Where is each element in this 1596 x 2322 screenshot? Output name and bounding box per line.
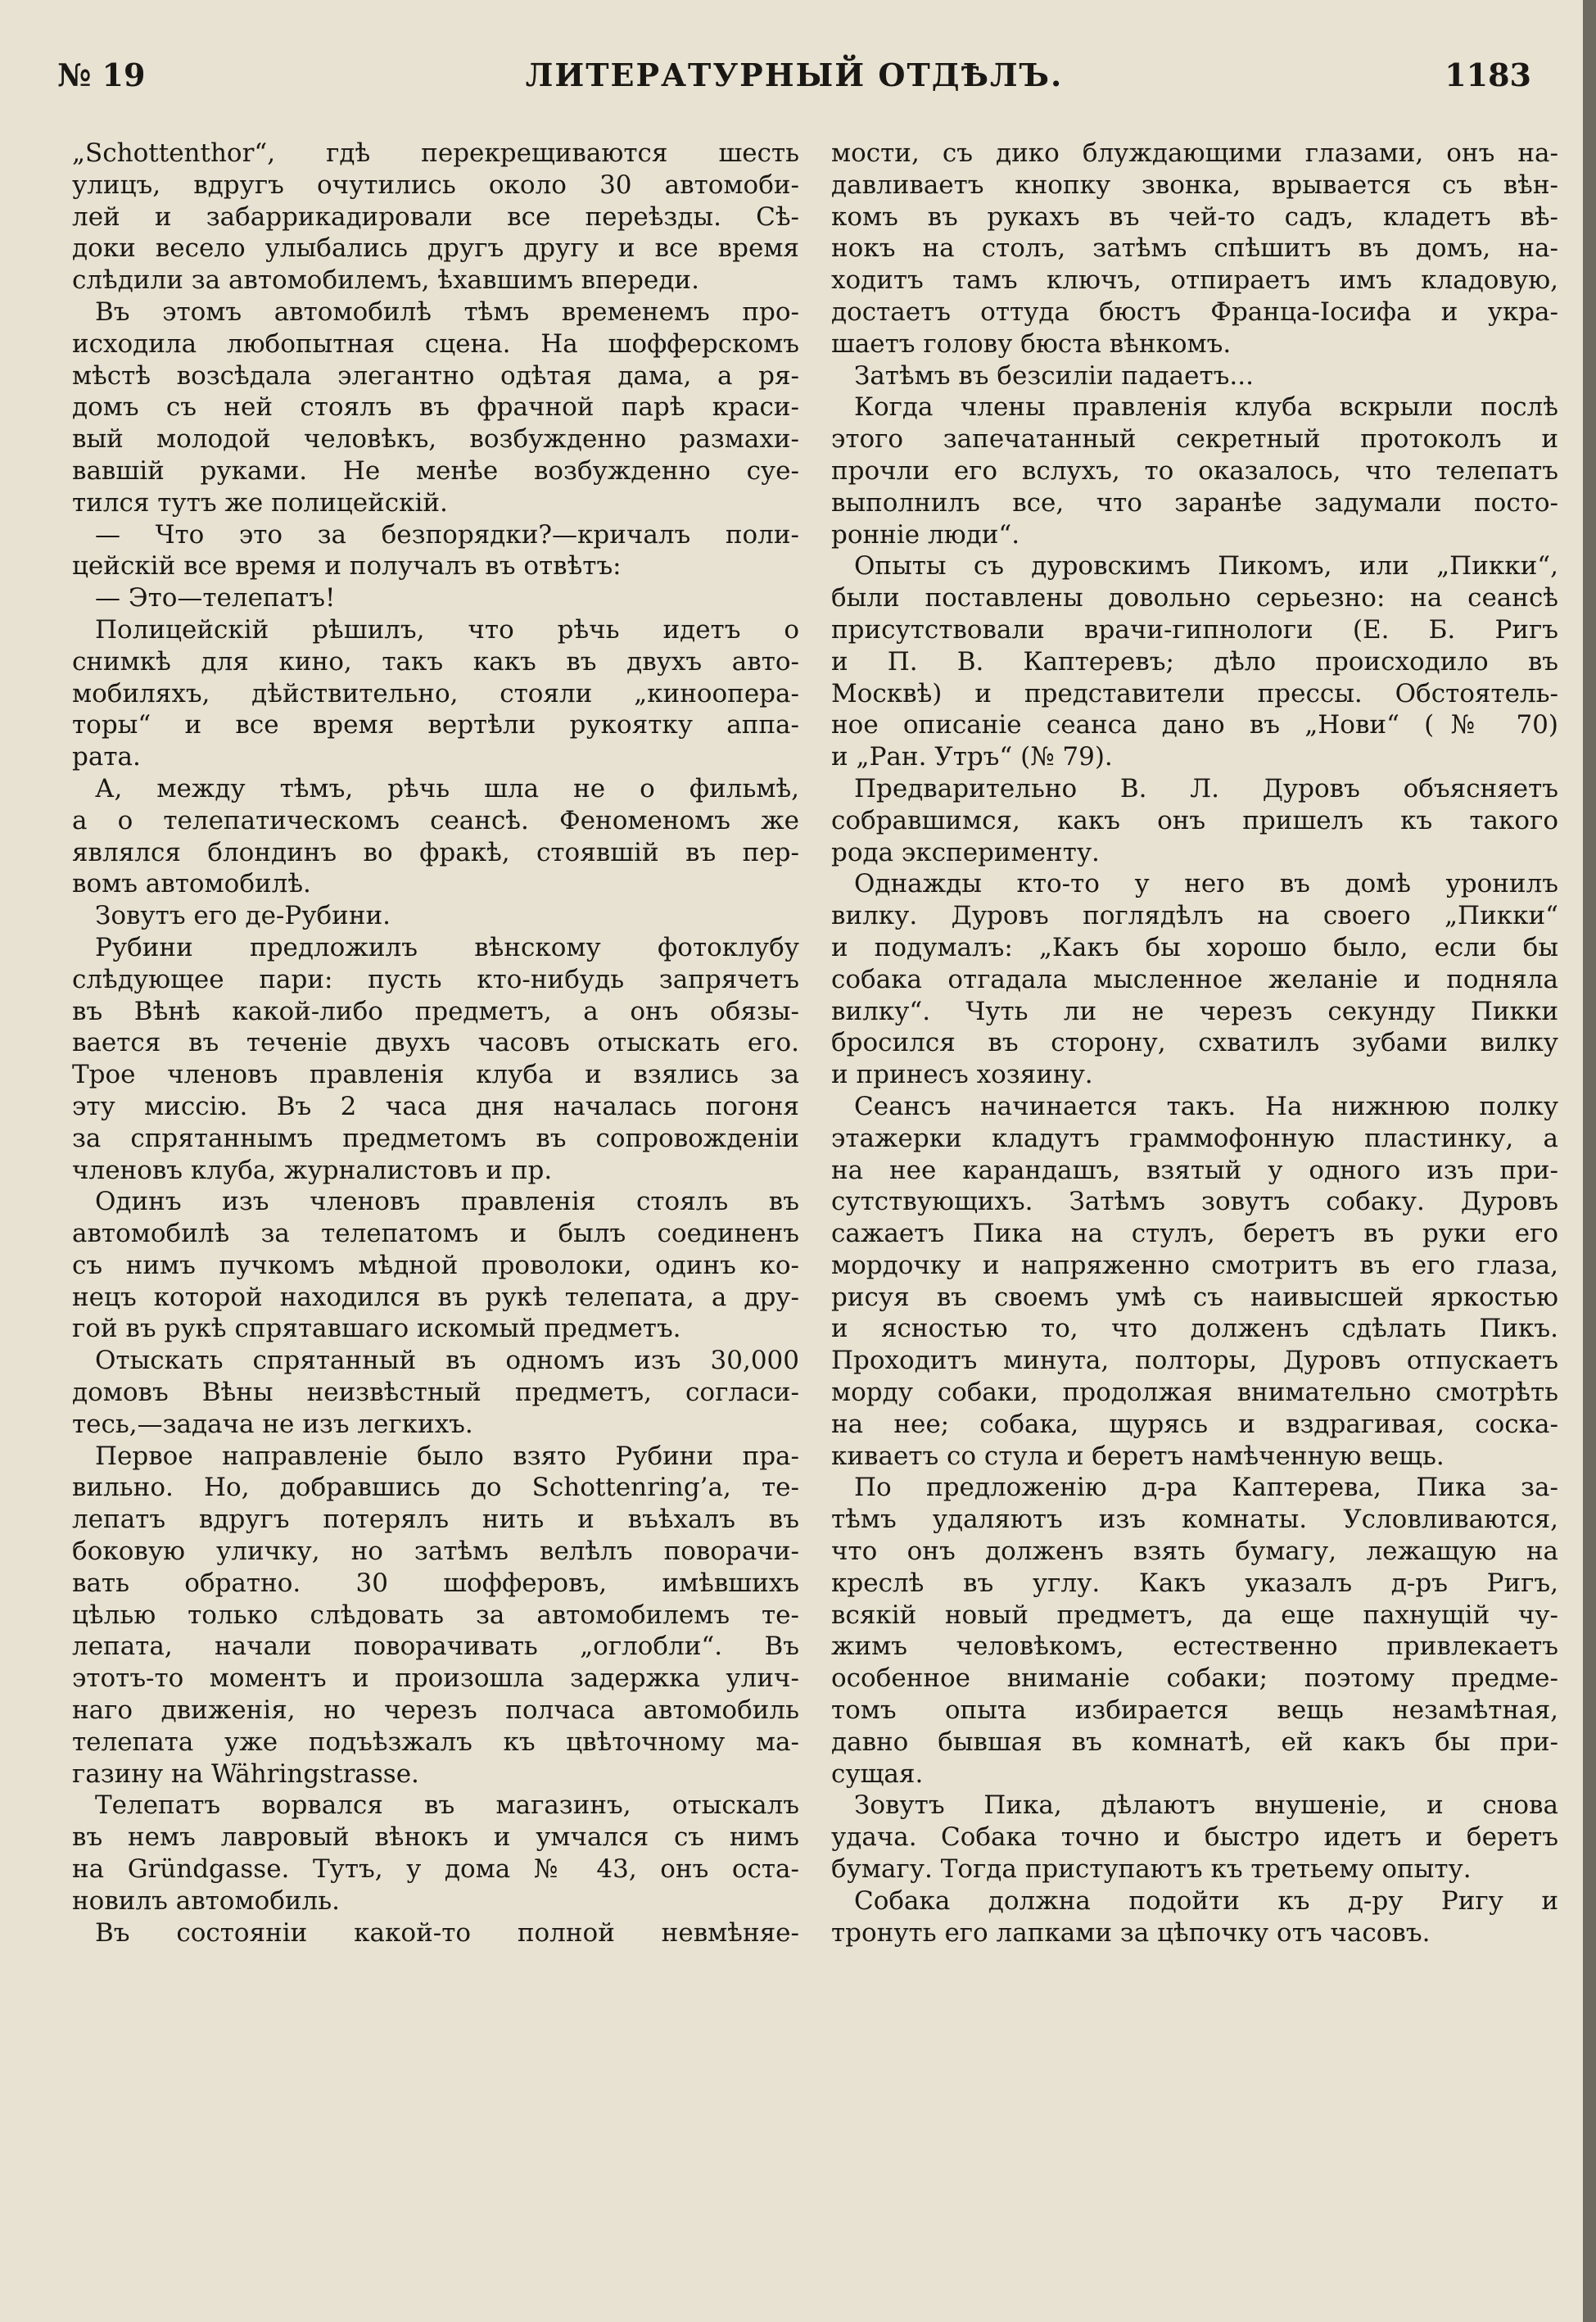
text-line: газину на Währingstrasse. bbox=[72, 1758, 419, 1789]
text-line: томъ опыта избирается вещь незамѣтная, bbox=[831, 1695, 1558, 1726]
text-line: снимкѣ для кино, такъ какъ въ двухъ авто- bbox=[72, 646, 799, 677]
text-line: выполнилъ все, что заранѣе задумали посто- bbox=[831, 487, 1558, 518]
text-line: Проходитъ минута, полторы, Дуровъ отпускаетъ bbox=[831, 1346, 1558, 1376]
text-line: комъ въ рукахъ въ чей-то садъ, кладетъ вѣ- bbox=[831, 201, 1558, 232]
text-line: и „Ран. Утръ“ (№ 79). bbox=[831, 742, 1113, 772]
text-line: вавшій руками. Не менѣе возбужденно суе- bbox=[72, 455, 799, 486]
text-line: и подумалъ: „Какъ бы хорошо было, если бы bbox=[831, 932, 1558, 962]
text-line: наго движенія, но черезъ полчаса автомобиль bbox=[72, 1695, 799, 1726]
text-line: ходитъ тамъ ключъ, отпираетъ имъ кладовую, bbox=[831, 265, 1558, 296]
text-line: въ Вѣнѣ какой-либо предметъ, а онъ обязы- bbox=[72, 996, 799, 1026]
text-line: тесь,—задача не изъ легкихъ. bbox=[72, 1409, 473, 1439]
text-line: нокъ на столъ, затѣмъ спѣшитъ въ домъ, на- bbox=[831, 233, 1558, 264]
text-line: и ясностью то, что долженъ сдѣлать Пикъ. bbox=[831, 1314, 1558, 1344]
text-line: телепата уже подъѣзжалъ къ цвѣточному ма- bbox=[72, 1727, 799, 1757]
text-line: достаетъ оттуда бюстъ Франца-Іосифа и укра- bbox=[831, 296, 1558, 327]
text-line: А, между тѣмъ, рѣчь шла не о фильмѣ, bbox=[95, 773, 799, 803]
text-line: за спрятаннымъ предметомъ въ сопровожденіи bbox=[72, 1123, 799, 1153]
text-line: Сеансъ начинается такъ. На нижнюю полку bbox=[854, 1091, 1558, 1121]
text-line: бумагу. Тогда приступаютъ къ третьему опыту. bbox=[831, 1854, 1472, 1885]
text-line: Полицейскій рѣшилъ, что рѣчь идетъ о bbox=[95, 614, 799, 645]
text-line: лепатъ вдругъ потерялъ нить и въѣхалъ въ bbox=[72, 1505, 799, 1535]
text-line: съ нимъ пучкомъ мѣдной проволоки, одинъ ко- bbox=[72, 1250, 799, 1280]
text-line: Предварительно В. Л. Дуровъ объясняетъ bbox=[854, 773, 1558, 803]
text-line: Москвѣ) и представители прессы. Обстоятель- bbox=[831, 678, 1558, 708]
text-line: бросился въ сторону, схватилъ зубами вилку bbox=[831, 1028, 1558, 1058]
text-line: Одинъ изъ членовъ правленія стоялъ въ bbox=[95, 1187, 799, 1217]
text-line: Зовутъ Пика, дѣлаютъ внушеніе, и снова bbox=[854, 1790, 1558, 1821]
text-line: тился тутъ же полицейскій. bbox=[72, 487, 448, 518]
text-line: всякій новый предметъ, да еще пахнущій чу- bbox=[831, 1600, 1558, 1630]
text-line: присутствовали врачи-гипнологи (Е. Б. Ригъ bbox=[831, 614, 1558, 645]
text-line: мѣстѣ возсѣдала элегантно одѣтая дама, а ря- bbox=[72, 360, 799, 391]
text-line: что онъ долженъ взять бумагу, лежащую на bbox=[831, 1537, 1558, 1567]
text-line: вается въ теченіе двухъ часовъ отыскать его. bbox=[72, 1028, 799, 1058]
text-line: на Gründgasse. Тутъ, у дома № 43, онъ оста- bbox=[72, 1854, 799, 1885]
text-line: исходила любопытная сцена. На шофферскомъ bbox=[72, 328, 799, 359]
section-title: ЛИТЕРАТУРНЫЙ ОТДѢЛЪ. bbox=[525, 57, 1064, 93]
text-line: лепата, начали поворачивать „оглобли“. Въ bbox=[72, 1632, 799, 1662]
left-text-column bbox=[72, 138, 799, 1949]
text-line: мордочку и напряженно смотритъ въ его глаза, bbox=[831, 1250, 1558, 1280]
text-line: шаетъ голову бюста вѣнкомъ. bbox=[831, 328, 1232, 359]
text-line: Собака должна подойти къ д-ру Ригу и bbox=[854, 1885, 1558, 1916]
text-line: тронуть его лапками за цѣпочку отъ часовъ. bbox=[831, 1917, 1431, 1948]
text-line: и принесъ хозяину. bbox=[831, 1060, 1093, 1090]
text-line: Опыты съ дуровскимъ Пикомъ, или „Пикки“, bbox=[854, 551, 1558, 582]
issue-number: № 19 bbox=[57, 57, 146, 93]
text-line: нецъ которой находился въ рукѣ телепата, а дру- bbox=[72, 1282, 799, 1312]
text-line: доки весело улыбались другъ другу и все время bbox=[72, 233, 799, 264]
text-line: тѣмъ удаляютъ изъ комнаты. Условливаются, bbox=[831, 1505, 1558, 1535]
text-line: на нее; собака, щурясь и вздрагивая, соска- bbox=[831, 1409, 1558, 1439]
text-line: давливаетъ кнопку звонка, врывается съ вѣн- bbox=[831, 170, 1558, 200]
text-line: Когда члены правленія клуба вскрыли послѣ bbox=[854, 392, 1558, 423]
text-line: По предложенію д-ра Каптерева, Пика за- bbox=[854, 1473, 1558, 1503]
text-line: улицъ, вдругъ очутились около 30 автомоби- bbox=[72, 170, 799, 200]
text-line: цѣлью только слѣдовать за автомобилемъ те- bbox=[72, 1600, 799, 1630]
text-line: цейскій все время и получалъ въ отвѣтъ: bbox=[72, 551, 622, 582]
right-text-column bbox=[831, 138, 1558, 1949]
book-spine-edge bbox=[1583, 0, 1596, 2322]
text-line: вилку“. Чуть ли не черезъ секунду Пикки bbox=[831, 996, 1558, 1026]
text-line: сажаетъ Пика на стулъ, беретъ въ руки его bbox=[831, 1219, 1558, 1249]
text-line: ное описаніе сеанса дано въ „Нови“ (№ 70) bbox=[831, 710, 1558, 740]
text-line: вильно. Но, добравшись до Schottenring’a, те- bbox=[72, 1473, 799, 1503]
text-line: Трое членовъ правленія клуба и взялись за bbox=[72, 1060, 799, 1090]
text-line: этотъ-то моментъ и произошла задержка улич- bbox=[72, 1663, 799, 1694]
text-line: мобиляхъ, дѣйствительно, стояли „кинооперa- bbox=[72, 678, 799, 708]
text-line: были поставлены довольно серьезно: на сеансѣ bbox=[831, 583, 1558, 613]
text-line: Телепатъ ворвался въ магазинъ, отыскалъ bbox=[95, 1790, 799, 1821]
text-line: Рубини предложилъ вѣнскому фотоклубу bbox=[95, 932, 799, 962]
text-line: и П. В. Каптеревъ; дѣло происходило въ bbox=[831, 646, 1558, 677]
text-line: Затѣмъ въ безсиліи падаетъ... bbox=[854, 360, 1254, 391]
text-line: гой въ рукѣ спрятавшаго искомый предметъ. bbox=[72, 1314, 681, 1344]
text-line: морду собаки, продолжая внимательно смотрѣть bbox=[831, 1378, 1558, 1408]
text-line: вать обратно. 30 шофферовъ, имѣвшихъ bbox=[72, 1568, 799, 1598]
text-line: Въ этомъ автомобилѣ тѣмъ временемъ про- bbox=[95, 296, 799, 327]
text-line: киваетъ со стула и беретъ намѣченную вещь. bbox=[831, 1441, 1445, 1471]
text-line: этажерки кладутъ граммофонную пластинку, а bbox=[831, 1123, 1558, 1153]
text-line: особенное вниманіе собаки; поэтому предме- bbox=[831, 1663, 1558, 1694]
text-line: являлся блондинъ во фракѣ, стоявшій въ пер- bbox=[72, 837, 799, 867]
text-line: собака отгадала мысленное желаніе и подняла bbox=[831, 964, 1558, 994]
text-line: рата. bbox=[72, 742, 141, 772]
text-line: удача. Собака точно и быстро идетъ и беретъ bbox=[831, 1822, 1558, 1853]
page-number: 1183 bbox=[1445, 57, 1531, 93]
text-line: мости, съ дико блуждающими глазами, онъ на- bbox=[831, 138, 1558, 168]
text-line: — Что это за безпорядки?—кричалъ поли- bbox=[95, 519, 799, 550]
text-line: слѣдующее пари: пусть кто-нибудь запрячетъ bbox=[72, 964, 799, 994]
text-line: рода эксперименту. bbox=[831, 837, 1100, 867]
text-line: слѣдили за автомобилемъ, ѣхавшимъ впереди. bbox=[72, 265, 699, 296]
text-line: сущая. bbox=[831, 1758, 924, 1789]
text-line: прочли его вслухъ, то оказалось, что телепатъ bbox=[831, 455, 1558, 486]
page-header bbox=[57, 51, 1531, 100]
text-line: сутствующихъ. Затѣмъ зовутъ собаку. Дуровъ bbox=[831, 1187, 1558, 1217]
text-line: а о телепатическомъ сеансѣ. Феноменомъ же bbox=[72, 805, 799, 835]
text-line: Отыскать спрятанный въ одномъ изъ 30,000 bbox=[95, 1346, 799, 1376]
text-line: „Schottenthor“, гдѣ перекрещиваются шесть bbox=[72, 138, 799, 168]
text-line: собравшимся, какъ онъ пришелъ къ такого bbox=[831, 805, 1558, 835]
text-line: членовъ клуба, журналистовъ и пр. bbox=[72, 1155, 553, 1185]
text-line: вый молодой человѣкъ, возбужденно размахи- bbox=[72, 424, 799, 455]
text-line: ронніе люди“. bbox=[831, 519, 1020, 550]
text-line: рисуя въ своемъ умѣ съ наивысшей яркостью bbox=[831, 1282, 1558, 1312]
text-line: автомобилѣ за телепатомъ и былъ соединенъ bbox=[72, 1219, 799, 1249]
text-line: новилъ автомобиль. bbox=[72, 1885, 340, 1916]
text-line: торы“ и все время вертѣли рукоятку аппа- bbox=[72, 710, 799, 740]
text-line: въ немъ лавровый вѣнокъ и умчался съ нимъ bbox=[72, 1822, 799, 1853]
text-line: — Это—телепатъ! bbox=[95, 583, 336, 613]
text-line: этого запечатанный секретный протоколъ и bbox=[831, 424, 1558, 455]
text-line: домъ съ ней стоялъ въ фрачной парѣ краси- bbox=[72, 392, 799, 423]
text-line: Въ состояніи какой-то полной невмѣняе- bbox=[95, 1917, 799, 1948]
text-line: домовъ Вѣны неизвѣстный предметъ, согласи- bbox=[72, 1378, 799, 1408]
text-line: на нее карандашъ, взятый у одного изъ при- bbox=[831, 1155, 1558, 1185]
text-line: давно бывшая въ комнатѣ, ей какъ бы при- bbox=[831, 1727, 1558, 1757]
text-line: вилку. Дуровъ поглядѣлъ на своего „Пикки“ bbox=[831, 901, 1558, 931]
text-line: боковую уличку, но затѣмъ велѣлъ поворачи- bbox=[72, 1537, 799, 1567]
text-line: лей и забаррикадировали все переѣзды. Сѣ- bbox=[72, 201, 799, 232]
text-line: Однажды кто-то у него въ домѣ уронилъ bbox=[854, 869, 1558, 899]
text-line: вомъ автомобилѣ. bbox=[72, 869, 311, 899]
text-line: креслѣ въ углу. Какъ указалъ д-ръ Ригъ, bbox=[831, 1568, 1558, 1598]
text-line: Зовутъ его де-Рубини. bbox=[95, 901, 391, 931]
text-line: жимъ человѣкомъ, естественно привлекаетъ bbox=[831, 1632, 1558, 1662]
text-line: эту миссію. Въ 2 часа дня началась погоня bbox=[72, 1091, 799, 1121]
text-line: Первое направленіе было взято Рубини пра- bbox=[95, 1441, 799, 1471]
